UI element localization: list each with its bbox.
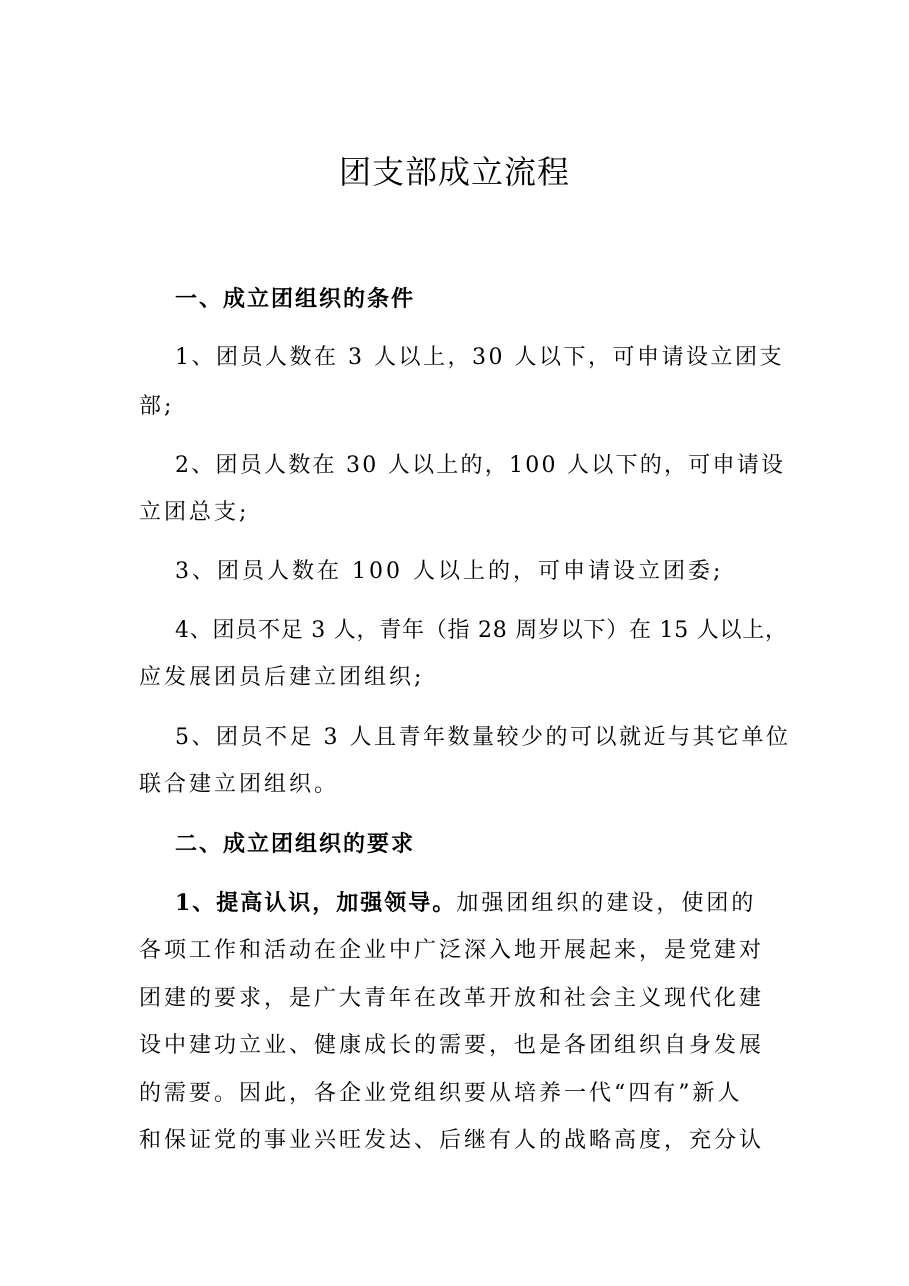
- requirement-para-1-line-5: 的需要。因此，各企业党组织要从培养一代“四有”新人: [139, 1081, 743, 1106]
- requirement-para-1-lead: 1、提高认识，加强领导。: [175, 890, 457, 916]
- condition-item-2-line-1: 2、团员人数在 30 人以上的，100 人以下的，可申请设: [175, 453, 786, 478]
- section-heading-conditions: 一、成立团组织的条件: [175, 286, 416, 312]
- requirement-para-1-line-3: 团建的要求，是广大青年在改革开放和社会主义现代化建: [139, 986, 765, 1011]
- requirement-para-1-line-6: 和保证党的事业兴旺发达、后继有人的战略高度，充分认: [139, 1128, 765, 1153]
- requirement-para-1-line-1: [175, 888, 775, 919]
- requirement-para-1-line-1-rest: 加强团组织的建设，使团的: [456, 891, 757, 916]
- section-heading-requirements: 二、成立团组织的要求: [175, 831, 416, 857]
- condition-item-4-line-1: 4、团员不足 3 人，青年（指 28 周岁以下）在 15 人以上，: [175, 618, 788, 643]
- condition-item-4-line-2: 应发展团员后建立团组织;: [139, 665, 425, 690]
- condition-item-5-line-2: 联合建立团组织。: [139, 772, 340, 797]
- requirement-para-1-line-4: 设中建功立业、健康成长的需要，也是各团组织自身发展: [139, 1033, 765, 1058]
- document-title: 团支部成立流程: [338, 153, 570, 191]
- condition-item-2-line-2: 立团总支;: [139, 500, 250, 525]
- condition-item-3-line-1: 3、团员人数在 100 人以上的，可申请设立团委;: [175, 559, 724, 584]
- condition-item-1-line-2: 部;: [139, 394, 175, 419]
- condition-item-1-line-1: 1、团员人数在 3 人以上，30 人以下，可申请设立团支: [175, 345, 784, 370]
- condition-item-5-line-1: 5、团员不足 3 人且青年数量较少的可以就近与其它单位: [175, 725, 791, 750]
- requirement-para-1-line-2: 各项工作和活动在企业中广泛深入地开展起来，是党建对: [139, 938, 765, 963]
